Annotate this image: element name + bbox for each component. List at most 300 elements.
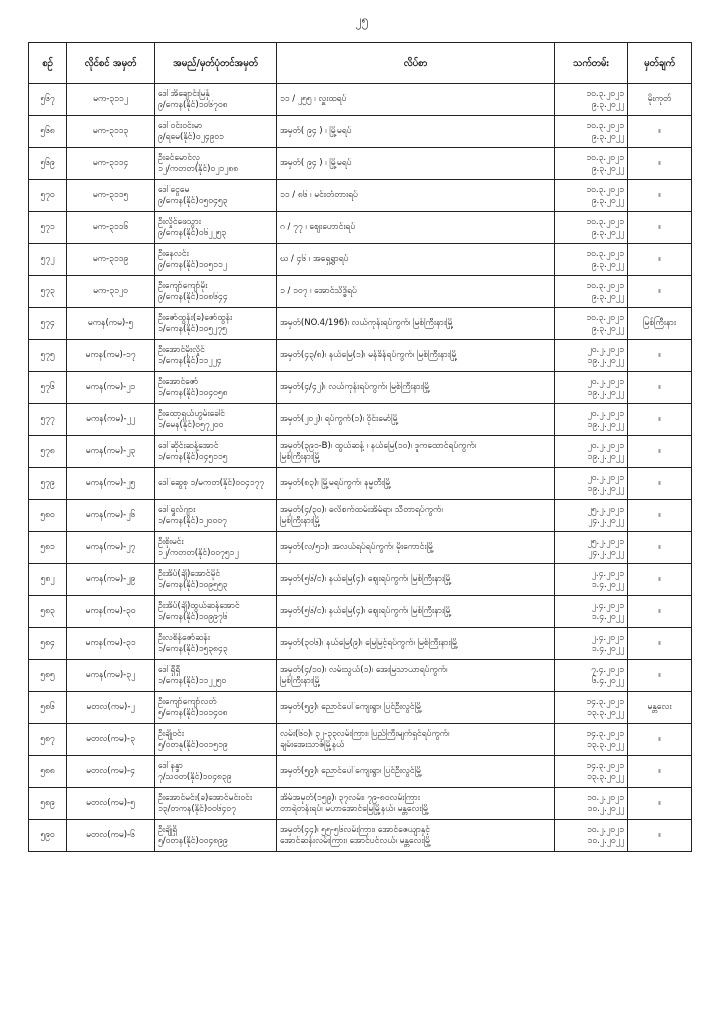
license-number: မတလ(ကမ)-၆ [67, 820, 155, 852]
address [277, 692, 555, 724]
address [277, 756, 555, 788]
address-line: ဂ / ၇၇ ၊ ဈေးဟောင်းရပ် [280, 222, 356, 232]
address-line: အမှတ်(၅၉)၊ ညောင်ပေါ်ကျေးရွာ၊ ပြင်ဦးလွင်မြို့ [280, 766, 423, 776]
validity-dates [555, 244, 628, 276]
name-line: ဦးအောင်မင်း(ခ)အောင်မင်းဝင်း [158, 792, 252, 803]
validity-dates [555, 628, 628, 660]
license-number: မကန(ကမ)-၂၉ [67, 564, 155, 596]
date-line: ၁၀.၃.၂၀၂၁ [586, 216, 624, 227]
row-number: ၅၈၃ [29, 596, 67, 628]
table-row [29, 564, 692, 596]
row-number: ၅၆၉ [29, 148, 67, 180]
license-number: မက-၃၁၂၀ [67, 276, 155, 308]
license-number: မကန(ကမ)-၁၇ [67, 340, 155, 372]
address-line: အမှတ်(၂၀၂)၊ ရပ်ကွက်(၁)၊ ဝိုင်းမော်မြို့ [280, 414, 399, 424]
date-line: ၁၃.၃.၂၀၂၂ [586, 707, 624, 718]
row-number: ၅၈၂ [29, 564, 67, 596]
validity-dates [555, 212, 628, 244]
date-line: ၁.၄.၂၀၂၂ [591, 579, 624, 590]
date-line: ၁၄.၃.၂၀၂၁ [586, 696, 624, 707]
date-line: ၁၃.၃.၂၀၂၂ [586, 771, 624, 782]
name-line: ၁၂/ကတတ(နိုင်)၀၀၇၅၁၂ [158, 547, 239, 558]
date-line: ၁၉.၂.၂၀၂၂ [587, 355, 624, 366]
name-line: ၅/ဝတနု(နိုင်)၀၀၁၅၁၉ [158, 739, 228, 750]
name-line: ဦးအိပ်(ချိ)အောင်မိုင် [158, 568, 221, 579]
validity-dates [555, 660, 628, 692]
date-line: ၁၀.၃.၂၀၂၁ [586, 184, 624, 195]
remark: မိုးကုတ် [628, 84, 692, 116]
address-line: အမှတ်(၈၃)၊ မြို့မရပ်ကွက်၊ နမ္မတီးမြို့ [280, 478, 392, 488]
license-number: မကန(ကမ)-၂၆ [67, 500, 155, 532]
validity-dates [555, 308, 628, 340]
table-row [29, 116, 692, 148]
address-line: လမ်း(၆၀)၊ ၃၂-၃၃လမ်းကြား၊ ပြည်ကြီးမျက်ရှင်ရပ်ကွက်၊ [280, 728, 450, 739]
remark: ။ [628, 180, 692, 212]
row-number: ၅၈၇ [29, 724, 67, 756]
holder-name [155, 660, 277, 692]
name-line: ၁/ကေန(နိုင်)၁၁၂၂၄ [158, 355, 222, 366]
row-number: ၅၈၉ [29, 788, 67, 820]
name-line: ဦးစိုးမင်း [158, 536, 184, 547]
holder-name [155, 532, 277, 564]
row-number: ၅၈၁ [29, 532, 67, 564]
name-line: ၁/ကေန(နိုင်)၁၀၉၉၇၆ [158, 611, 228, 622]
address [277, 468, 555, 500]
date-line: ၂၅.၂.၂၀၂၁ [587, 504, 624, 515]
remark: ။ [628, 532, 692, 564]
date-line: ၉.၃.၂၀၂၂ [591, 131, 624, 142]
name-line: ဒေါ်ရှုလ်ဂျား [158, 504, 196, 515]
address-line: အမှတ်(၄၄)၊ ၅၅-၅၆လမ်းကြား၊ အောင်ဇေယျာနှင့် [280, 824, 430, 835]
date-line: ၉.၃.၂၀၂၂ [591, 99, 624, 110]
address-line: အမှတ်(၄/၁၀)၊ လမ်းသွယ်(၁)၊ အေးမြသာယာရပ်ကွက်၊ [280, 664, 448, 675]
name-line: ၉/ကေန(နိုင်)၁၀၆၇၀၈ [158, 99, 228, 110]
holder-name [155, 212, 277, 244]
table-row [29, 212, 692, 244]
address [277, 244, 555, 276]
license-number: မကန(ကမ)-၃၂ [67, 660, 155, 692]
remark: ။ [628, 500, 692, 532]
license-number: မကန(ကမ)-၂၁ [67, 372, 155, 404]
holder-name [155, 788, 277, 820]
holder-name [155, 276, 277, 308]
row-number: ၅၇၈ [29, 436, 67, 468]
date-line: ၆.၄.၂၀၂၂ [591, 675, 624, 686]
row-number: ၅၈၅ [29, 660, 67, 692]
name-line: ဦးအောင်မိုးလှိုင် [158, 344, 205, 355]
holder-name [155, 116, 277, 148]
table-row [29, 500, 692, 532]
address-line: ချမ်းအေးသာဇံမြို့နယ် [280, 739, 345, 750]
validity-dates [555, 116, 628, 148]
validity-dates [555, 692, 628, 724]
name-line: ဦးအောင်ဇော် [158, 376, 199, 387]
table-row [29, 436, 692, 468]
address [277, 340, 555, 372]
header-remark: မှတ်ချက် [628, 43, 692, 84]
date-line: ၁၉.၂.၂၀၂၂ [587, 419, 624, 430]
row-number: ၅၆၇ [29, 84, 67, 116]
table-row [29, 308, 692, 340]
table-row [29, 692, 692, 724]
address-line: ၁၁ / ၈၆ ၊ မင်းတံတားရပ် [280, 190, 358, 200]
table-row [29, 724, 692, 756]
holder-name [155, 500, 277, 532]
remark: ။ [628, 756, 692, 788]
address-line: အမှတ်( ၉၄ ) ၊ မြို့မရပ် [280, 126, 352, 136]
address-line: အမှတ်(၅၆/င)၊ နယ်မြေ(၄)၊ ဈေးရပ်ကွက်၊ မြစ်ကြီးနားမြို့ [280, 606, 452, 616]
validity-dates [555, 148, 628, 180]
name-line: ဦးအိပ်(ချိ)ထွယ်ဆန်အောင် [158, 600, 240, 611]
name-line: ဦးကျော်ကျော်မိုး [158, 280, 208, 291]
address [277, 724, 555, 756]
address [277, 308, 555, 340]
name-line: ၁/မေန(နိုင်)၀၅၇၂၀၀ [158, 419, 224, 430]
address-line: မြစ်ကြီးနားမြို့ [280, 675, 321, 686]
address-line: အမှတ်(NO.4/196)၊ လယ်ကုန်းရပ်ကွက်၊ မြစ်ကြီးနားမြို့ [280, 318, 454, 328]
holder-name [155, 244, 277, 276]
table-body [29, 84, 692, 852]
registration-table [28, 42, 692, 852]
header-address: လိပ်စာ [277, 43, 555, 84]
row-number: ၅၇၄ [29, 308, 67, 340]
address-line: အမှတ်( ၉၄ ) ၊ မြို့မရပ် [280, 158, 352, 168]
date-line: ၂.၄.၂၀၂၁ [591, 600, 624, 611]
date-line: ၁၀.၃.၂၀၂၁ [586, 248, 624, 259]
row-number: ၅၇၀ [29, 180, 67, 212]
validity-dates [555, 276, 628, 308]
validity-dates [555, 84, 628, 116]
address-line: အမှတ်(၃၉၁-B)၊ ထွယ်ဆန့် ၊ နယ်မြေ(၁၀)၊ ဒူကထောင်ရပ်ကွက်၊ [280, 440, 477, 451]
row-number: ၅၈၆ [29, 692, 67, 724]
row-number: ၅၈၈ [29, 756, 67, 788]
license-number: မက-၃၁၁၅ [67, 180, 155, 212]
holder-name [155, 404, 277, 436]
remark: ။ [628, 660, 692, 692]
holder-name [155, 756, 277, 788]
date-line: ၁၀.၃.၂၀၂၁ [586, 280, 624, 291]
name-line: ၉/ကေန(နိုင်)၁၀၅၁၁၂ [158, 259, 227, 270]
validity-dates [555, 724, 628, 756]
holder-name [155, 468, 277, 500]
date-line: ၉.၃.၂၀၂၂ [591, 291, 624, 302]
name-line: ၁/ကေန(နိုင်)၁၁၂၂၅၀ [158, 675, 227, 686]
date-line: ၁.၄.၂၀၂၂ [591, 643, 624, 654]
table-row [29, 340, 692, 372]
holder-name [155, 820, 277, 852]
holder-name [155, 148, 277, 180]
license-number: မတလ(ကမ)-၃ [67, 724, 155, 756]
remark: ။ [628, 724, 692, 756]
name-line: ဦးချိုဝင်း [158, 728, 184, 739]
name-line: ၁/ကေန(နိုင်)၁၀၅၂၇၅ [158, 323, 227, 334]
license-number: မက-၃၁၁၉ [67, 244, 155, 276]
name-line: ဒေါ်ဆွေစု ၁/မကတ(နိုင်)၀၀၄၁၇၇ [158, 478, 265, 488]
date-line: ၁၃.၃.၂၀၂၂ [586, 739, 624, 750]
table-row [29, 404, 692, 436]
row-number: ၅၆၈ [29, 116, 67, 148]
address [277, 660, 555, 692]
name-line: ဦးချိုရှိ [158, 824, 178, 835]
license-number: မကန(ကမ)-၃၁ [67, 628, 155, 660]
row-number: ၅၉၀ [29, 820, 67, 852]
row-number: ၅၈၀ [29, 500, 67, 532]
address [277, 564, 555, 596]
table-row [29, 468, 692, 500]
name-line: ဒေါ်အိချောင်းမြနှ် [158, 88, 210, 99]
license-number: မကန(ကမ)-၂၃ [67, 436, 155, 468]
name-line: ၁၂/ကတတ(နိုင်)၀၂၁၂၈၈ [158, 163, 239, 174]
table-row [29, 820, 692, 852]
date-line: ၁၀.၂.၂၀၂၂ [587, 803, 624, 814]
header-row [29, 43, 692, 84]
table-row [29, 788, 692, 820]
address [277, 628, 555, 660]
table-row [29, 628, 692, 660]
address-line: ဃ / ၄၆ ၊ အရှေ့ရွာရပ် [280, 254, 349, 264]
address-line: အမှတ်(၄၃/၈)၊ နယ်မြေ(၁)၊ မန်ခိန်ရပ်ကွက်၊ မြစ်ကြီးနားမြို့ [280, 350, 458, 360]
address [277, 436, 555, 468]
date-line: ၁၉.၂.၂၀၂၂ [587, 451, 624, 462]
name-line: ၉/ကေန(နိုင်)၀၅၀၄၅၃ [158, 195, 228, 206]
remark: ။ [628, 340, 692, 372]
remark: မြစ်ကြီးနား [628, 308, 692, 340]
date-line: ၁၀.၂.၂၀၂၂ [587, 835, 624, 846]
license-number: မကန(ကမ)-၂၇ [67, 532, 155, 564]
holder-name [155, 436, 277, 468]
date-line: ၁၀.၃.၂၀၂၁ [586, 88, 624, 99]
license-number: မက-၃၁၁၄ [67, 148, 155, 180]
name-line: ၅/ကေန(နိုင်)၁၀၁၄၀၈ [158, 707, 228, 718]
validity-dates [555, 436, 628, 468]
validity-dates [555, 500, 628, 532]
validity-dates [555, 372, 628, 404]
date-line: ၁၀.၂.၂၀၂၁ [586, 792, 624, 803]
address [277, 404, 555, 436]
date-line: ၁၀.၃.၂၀၂၁ [586, 120, 624, 131]
address-line: မြစ်ကြီးနားမြို့ [280, 451, 321, 462]
name-line: ဒေါ်နန္ဒာ [158, 760, 183, 771]
name-line: ဒေါ်ရှီရှီ [158, 664, 181, 675]
date-line: ၉.၃.၂၀၂၂ [591, 195, 624, 206]
remark: ။ [628, 628, 692, 660]
date-line: ၂၀.၂.၂၀၂၁ [587, 344, 624, 355]
holder-name [155, 372, 277, 404]
holder-name [155, 564, 277, 596]
name-line: ၁/ကေန(နိုင်)၀၄၅၁၁၅ [158, 451, 228, 462]
date-line: ၁၄.၃.၂၀၂၁ [586, 728, 624, 739]
remark: ။ [628, 244, 692, 276]
name-line: ၉/ကေန(နိုင်)၀၆၂၂၅၃ [158, 227, 227, 238]
name-line: ဒေါ်ဝင်းဝင်းမာ [158, 120, 203, 131]
date-line: ၁.၄.၂၀၂၂ [591, 611, 624, 622]
license-number: မက-၃၁၁၆ [67, 212, 155, 244]
address [277, 148, 555, 180]
address-line: အောင်ဆန်းလမ်းကြား၊ အောင်ပင်လယ်၊ မန္တလေးမြို့ [280, 835, 432, 846]
address [277, 116, 555, 148]
name-line: ၁/ကေန(နိုင်)၁၀၉၅၅၃ [158, 579, 228, 590]
remark: ။ [628, 788, 692, 820]
name-line: ဦးလစိန်ဇော်ဆန်း [158, 632, 210, 643]
date-line: ၁၀.၃.၂၀၂၁ [586, 312, 624, 323]
address-line: တာရဲတန်းရပ်၊ မဟာအောင်မြေမြို့နယ်၊ မန္တလေးမြို့ [280, 803, 430, 814]
address [277, 276, 555, 308]
address [277, 372, 555, 404]
date-line: ၉.၃.၂၀၂၂ [591, 323, 624, 334]
license-number: မက-၃၁၁၃ [67, 116, 155, 148]
name-line: ဦးဇော်ထွန်း(ခ)ဇော်ထွန်း [158, 312, 233, 323]
address [277, 212, 555, 244]
remark: ။ [628, 148, 692, 180]
date-line: ၂.၄.၂၀၂၁ [591, 632, 624, 643]
name-line: ဦးခင်မောင်လှ [158, 152, 201, 163]
table-row [29, 372, 692, 404]
name-line: ဦးထော့ရှယ်ဟွမ်းခေါင် [158, 408, 225, 419]
address-line: အိမ်အမှတ်(၁၅၉)၊ ၃၇လမ်း၊ ၇၉-၈၀လမ်းကြား [280, 792, 420, 803]
remark: ။ [628, 372, 692, 404]
row-number: ၅၇၁ [29, 212, 67, 244]
address-line: အမှတ်(၅၉)၊ ညောင်ပေါ်ကျေးရွာ၊ ပြင်ဦးလွင်မြို့ [280, 702, 423, 712]
address [277, 788, 555, 820]
table-row [29, 596, 692, 628]
date-line: ၁၉.၂.၂၀၂၂ [587, 483, 624, 494]
address [277, 180, 555, 212]
address-line: အမှတ်(၄/၃၀)၊ ဓလိစက်ထမ်းအိမ်ရာ၊ သီတာရပ်ကွက်၊ [280, 504, 443, 515]
header-name: အမည်/မှတ်ပုံတင်အမှတ် [155, 43, 277, 84]
holder-name [155, 596, 277, 628]
header-date: သက်တမ်း [555, 43, 628, 84]
validity-dates [555, 788, 628, 820]
address [277, 500, 555, 532]
validity-dates [555, 532, 628, 564]
name-line: ၁၃/တကန(နိုင်)၀၀၆၄၀၇ [158, 803, 236, 814]
row-number: ၅၇၃ [29, 276, 67, 308]
date-line: ၁၀.၃.၂၀၂၁ [586, 152, 624, 163]
license-number: မကန(ကမ)-၂၂ [67, 404, 155, 436]
address [277, 596, 555, 628]
row-number: ၅၈၄ [29, 628, 67, 660]
name-line: ၁/ကေန(နိုင်)၁၅၃၈၄၃ [158, 643, 228, 654]
date-line: ၂၅.၂.၂၀၂၁ [587, 536, 624, 547]
address-line: ၁၁ / ၂၅၅ ၊ လှူးထရပ် [280, 94, 347, 104]
license-number: မကန(ကမ)-၅ [67, 308, 155, 340]
date-line: ၂၄.၂.၂၀၂၂ [588, 515, 624, 526]
name-line: ၇/သဝတ(နိုင်)၁၀၄၈၃၉ [158, 771, 232, 782]
address-line: အမှတ်(၃၀၆)၊ နယ်မြေ(၉)၊ မြေမြင့်ရပ်ကွက်၊ မြစ်ကြီးနားမြို့ [280, 638, 459, 648]
address [277, 84, 555, 116]
header-no: စဉ် [29, 43, 67, 84]
table-row [29, 180, 692, 212]
name-line: ၉/ရမေ(နိုင်)၀၂၄၉၀၁ [158, 131, 224, 142]
table-row [29, 276, 692, 308]
holder-name [155, 308, 277, 340]
remark: ။ [628, 212, 692, 244]
license-number: မက-၃၁၁၂ [67, 84, 155, 116]
validity-dates [555, 564, 628, 596]
address-line: အမှတ်(၅၆/င)၊ နယ်မြေ(၄)၊ ဈေးရပ်ကွက်၊ မြစ်ကြီးနားမြို့ [280, 574, 452, 584]
holder-name [155, 84, 277, 116]
date-line: ၂.၄.၂၀၂၁ [591, 568, 624, 579]
validity-dates [555, 756, 628, 788]
validity-dates [555, 820, 628, 852]
name-line: ဦးလှိုင်ဖေသွား [158, 216, 201, 227]
holder-name [155, 180, 277, 212]
remark: ။ [628, 564, 692, 596]
date-line: ၁၉.၂.၂၀၂၂ [587, 387, 624, 398]
remark: ။ [628, 596, 692, 628]
name-line: ဦးနေလင်း [158, 248, 189, 259]
validity-dates [555, 180, 628, 212]
row-number: ၅၇၆ [29, 372, 67, 404]
page-number: ၂၅ [355, 13, 369, 27]
row-number: ၅၇၂ [29, 244, 67, 276]
row-number: ၅၇၅ [29, 340, 67, 372]
header-license: လိုင်စင် အမှတ် [67, 43, 155, 84]
license-number: မကန(ကမ)-၃၀ [67, 596, 155, 628]
name-line: ဦးကျော်ကျော်လတ် [158, 696, 217, 707]
license-number: မတလ(ကမ)-၅ [67, 788, 155, 820]
name-line: ၁/ကေန(နိုင်)၁၀၄၀၅၈ [158, 387, 228, 398]
table-row [29, 148, 692, 180]
table-row [29, 660, 692, 692]
address [277, 532, 555, 564]
holder-name [155, 724, 277, 756]
validity-dates [555, 340, 628, 372]
name-line: ၉/ကေန(နိုင်)၁၀၈၆၄၄ [158, 291, 228, 302]
table-row [29, 532, 692, 564]
name-line: ဒေါ်ဆိုင်းဆန့်အောင် [158, 440, 219, 451]
name-line: ဒေါ်ငွေမေ [158, 184, 190, 195]
address-line: မြစ်ကြီးနားမြို့ [280, 515, 321, 526]
address-line: အမှတ်(၄/၄၂)၊ လယ်ကုန်းရပ်ကွက်၊ မြစ်ကြီးနားမြို့ [280, 382, 431, 392]
name-line: ၅/ဝတန(နိုင်)၀၀၄၈၉၉ [158, 835, 228, 846]
date-line: ၁၄.၃.၂၀၂၁ [586, 760, 624, 771]
remark: ။ [628, 404, 692, 436]
name-line: ၁/ကေန(နိုင်)၁၂၀၀၀၇ [158, 515, 227, 526]
remark: ။ [628, 820, 692, 852]
date-line: ၉.၃.၂၀၂၂ [591, 227, 624, 238]
date-line: ၁၀.၂.၂၀၂၁ [586, 824, 624, 835]
table-row [29, 756, 692, 788]
date-line: ၂၀.၂.၂၀၂၁ [587, 472, 624, 483]
date-line: ၂၀.၂.၂၀၂၁ [587, 408, 624, 419]
remark: ။ [628, 116, 692, 148]
address [277, 820, 555, 852]
remark: ။ [628, 276, 692, 308]
validity-dates [555, 596, 628, 628]
validity-dates [555, 468, 628, 500]
date-line: ၂၀.၂.၂၀၂၁ [587, 440, 624, 451]
holder-name [155, 692, 277, 724]
license-number: မကန(ကမ)-၂၅ [67, 468, 155, 500]
remark: မန္တလေး [628, 692, 692, 724]
validity-dates [555, 404, 628, 436]
row-number: ၅၇၇ [29, 404, 67, 436]
remark: ။ [628, 468, 692, 500]
date-line: ၇.၄.၂၀၂၁ [591, 664, 624, 675]
remark: ။ [628, 436, 692, 468]
license-number: မတလ(ကမ)-၂ [67, 692, 155, 724]
date-line: ၉.၃.၂၀၂၂ [591, 259, 624, 270]
holder-name [155, 340, 277, 372]
address-line: ၁ / ၁၀၇ ၊ အောင်သိဒ္ဓိရပ် [280, 286, 357, 296]
holder-name [155, 628, 277, 660]
date-line: ၂၄.၂.၂၀၂၂ [588, 547, 624, 558]
date-line: ၉.၃.၂၀၂၂ [591, 163, 624, 174]
table-row [29, 244, 692, 276]
table-row [29, 84, 692, 116]
license-number: မတလ(ကမ)-၄ [67, 756, 155, 788]
